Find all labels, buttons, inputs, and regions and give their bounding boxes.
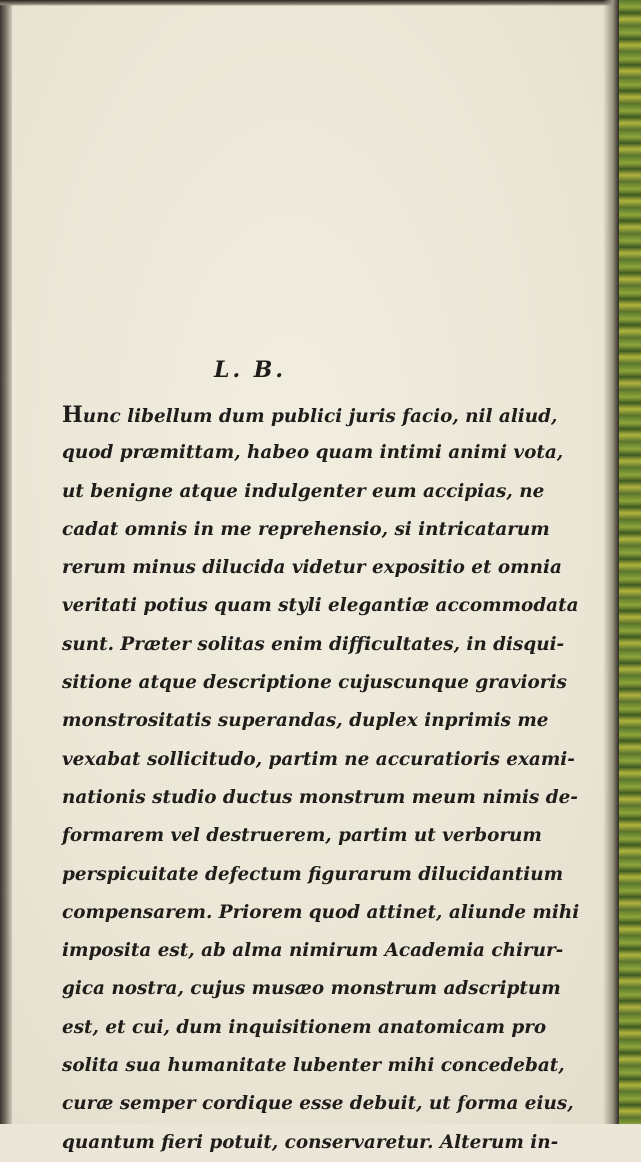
text-line: quantum fieri potuit, conservaretur. Alterum in- <box>62 1131 559 1153</box>
text-line: solita sua humanitate lubenter mihi concedebat, <box>62 1055 565 1077</box>
text-line: sunt. Præter solitas enim difficultates, in disqui- <box>62 633 565 655</box>
text-line: rerum minus dilucida videtur expositio et omnia <box>62 557 562 579</box>
text-line: nationis studio ductus monstrum meum nimis de- <box>62 786 578 808</box>
text-line: sitione atque descriptione cujuscunque gravioris <box>62 672 567 694</box>
body-paragraph <box>62 396 602 1162</box>
text-line: quod præmittam, habeo quam intimi animi vota, <box>62 442 564 464</box>
text-line: Hunc libellum dum publici juris facio, nil aliud, <box>62 402 558 428</box>
text-line: formarem vel destruerem, partim ut verborum <box>62 825 542 847</box>
text-line: ut benigne atque indulgenter eum accipias, ne <box>62 480 545 502</box>
initial-letter: H <box>62 402 83 428</box>
text-line: gica nostra, cujus musæo monstrum adscriptum <box>62 978 561 1000</box>
text-line: imposita est, ab alma nimirum Academia chirur- <box>62 940 564 962</box>
text-line: curæ semper cordique esse debuit, ut forma eius, <box>62 1093 574 1115</box>
text-line: monstrositatis superandas, duplex inprimis me <box>62 710 549 732</box>
book-binding-edge <box>619 0 641 1124</box>
page-left-edge <box>0 0 12 1124</box>
text-line: est, et cui, dum inquisitionem anatomicam pro <box>62 1016 547 1038</box>
text-line: veritati potius quam styli elegantiæ accommodata <box>62 595 579 617</box>
text-line: perspicuitate defectum figurarum dilucidantium <box>62 863 564 885</box>
text-line: cadat omnis in me reprehensio, si intricatarum <box>62 518 550 540</box>
page-heading: L. B. <box>213 357 287 383</box>
page-top-edge <box>0 0 641 6</box>
text-line: vexabat sollicitudo, partim ne accuratioris exami- <box>62 748 575 770</box>
text-line: compensarem. Priorem quod attinet, aliunde mihi <box>62 901 580 923</box>
